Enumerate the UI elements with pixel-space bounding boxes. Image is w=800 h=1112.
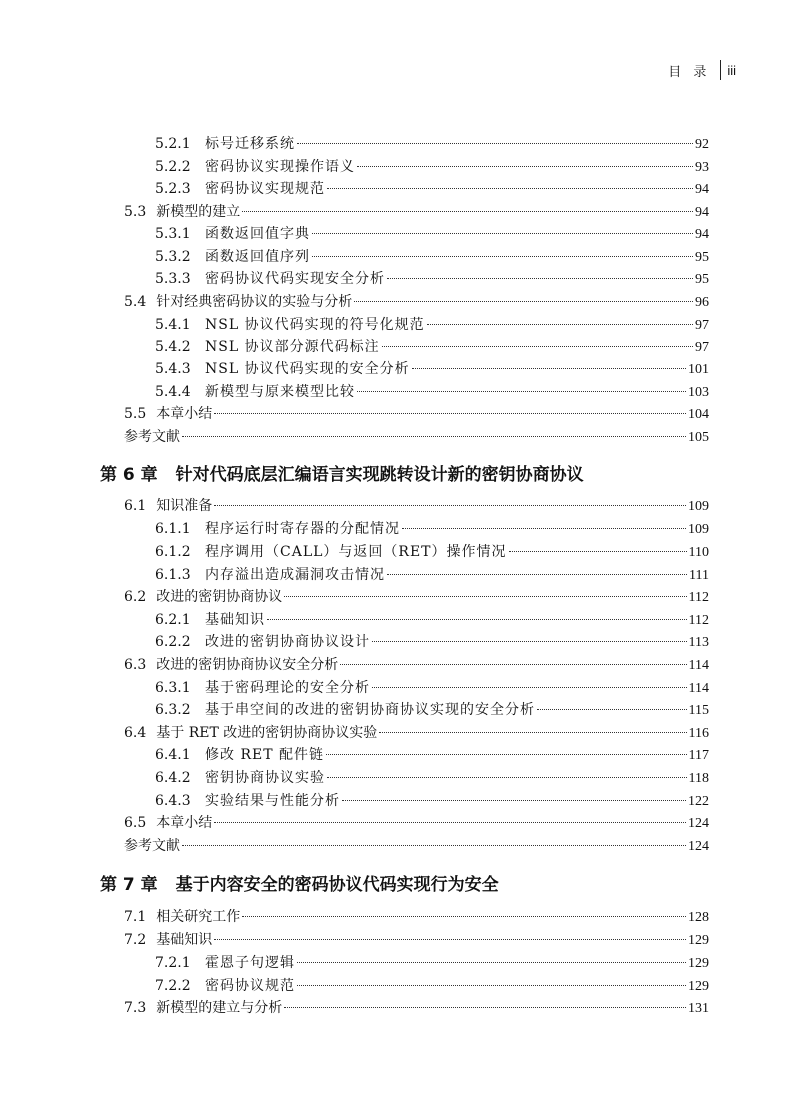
entry-number: 6.1.2 <box>155 544 191 560</box>
header-page-number: iii <box>727 62 736 78</box>
subsection-entry[interactable] <box>155 158 709 177</box>
entry-number: 6.1.3 <box>155 567 191 583</box>
subsection-entry[interactable] <box>155 611 709 630</box>
subsection-entry[interactable] <box>155 769 709 788</box>
entry-page-number: 97 <box>695 340 709 355</box>
dot-leader <box>342 800 686 801</box>
entry-page-number: 109 <box>688 522 709 537</box>
entry-title: NSL 协议代码实现的符号化规范 <box>205 317 425 333</box>
entry-page-number: 115 <box>688 703 709 718</box>
entry-page-number: 94 <box>695 205 709 220</box>
dot-leader <box>354 301 693 302</box>
entry-number: 6.5 <box>124 815 147 831</box>
section-entry[interactable] <box>124 908 709 927</box>
entry-page-number: 93 <box>695 160 709 175</box>
entry-page-number: 95 <box>695 250 709 265</box>
entry-page-number: 96 <box>695 295 709 310</box>
entry-title: 基础知识 <box>205 612 265 628</box>
entry-title: 本章小结 <box>156 406 213 422</box>
dot-leader <box>357 391 686 392</box>
dot-leader <box>182 845 686 846</box>
subsection-entry[interactable] <box>155 633 709 652</box>
dot-leader <box>284 596 686 597</box>
entry-page-number: 129 <box>688 979 709 994</box>
dot-leader <box>297 143 693 144</box>
dot-leader <box>382 346 693 347</box>
entry-number: 6.3 <box>124 657 147 673</box>
entry-title: 密钥协商协议实验 <box>205 770 325 786</box>
entry-page-number: 118 <box>688 771 709 786</box>
entry-title: 新模型的建立 <box>156 204 241 220</box>
entry-title: 新模型与原来模型比较 <box>205 384 355 400</box>
dot-leader <box>427 324 693 325</box>
entry-number: 6.2.2 <box>155 634 191 650</box>
entry-number: 5.3 <box>124 204 147 220</box>
entry-page-number: 95 <box>695 272 709 287</box>
entry-page-number: 124 <box>688 839 709 854</box>
dot-leader <box>340 664 686 665</box>
entry-title: 参考文献 <box>124 429 180 445</box>
entry-number: 5.3.2 <box>155 249 191 265</box>
dot-leader <box>182 436 686 437</box>
dot-leader <box>509 551 687 552</box>
entry-title: 知识准备 <box>156 498 213 514</box>
entry-title: 实验结果与性能分析 <box>205 793 340 809</box>
subsection-entry[interactable] <box>155 135 709 154</box>
entry-number: 5.4.1 <box>155 317 191 333</box>
dot-leader <box>297 985 686 986</box>
entry-page-number: 109 <box>688 499 709 514</box>
dot-leader <box>327 777 687 778</box>
chapter-number: 第 7 章 <box>100 875 158 895</box>
entry-number: 6.4 <box>124 725 147 741</box>
dot-leader <box>412 368 686 369</box>
entry-page-number: 117 <box>688 748 709 763</box>
entry-number: 7.1 <box>124 909 147 925</box>
section-entry[interactable] <box>124 931 709 950</box>
subsection-entry[interactable] <box>155 180 709 199</box>
entry-number: 6.2.1 <box>155 612 191 628</box>
dot-leader <box>372 687 687 688</box>
entry-page-number: 103 <box>688 385 709 400</box>
entry-title: 改进的密钥协商协议安全分析 <box>156 657 339 673</box>
entry-title: NSL 协议代码实现的安全分析 <box>205 361 410 377</box>
dot-leader <box>284 1007 686 1008</box>
dot-leader <box>357 166 693 167</box>
subsection-entry[interactable] <box>155 746 709 765</box>
entry-number: 7.2 <box>124 932 147 948</box>
header-title: 目 录 <box>668 64 711 80</box>
subsection-entry[interactable] <box>155 383 709 402</box>
section-entry[interactable] <box>124 656 709 675</box>
entry-page-number: 116 <box>688 726 709 741</box>
entry-title: 基础知识 <box>156 932 213 948</box>
dot-leader <box>372 641 687 642</box>
entry-title: 标号迁移系统 <box>205 136 295 152</box>
chapter-number: 第 6 章 <box>100 465 158 485</box>
entry-page-number: 94 <box>695 227 709 242</box>
dot-leader <box>214 505 686 506</box>
entry-title: 本章小结 <box>156 815 213 831</box>
entry-title: 程序调用（CALL）与返回（RET）操作情况 <box>205 544 507 560</box>
entry-title: NSL 协议部分源代码标注 <box>205 339 380 355</box>
dot-leader <box>312 233 693 234</box>
entry-page-number: 124 <box>688 816 709 831</box>
section-entry[interactable] <box>124 203 709 222</box>
entry-page-number: 97 <box>695 318 709 333</box>
entry-title: 密码协议实现操作语义 <box>205 159 355 175</box>
section-entry[interactable] <box>124 497 709 516</box>
entry-number: 6.3.1 <box>155 680 191 696</box>
entry-page-number: 129 <box>688 956 709 971</box>
running-header <box>668 60 736 80</box>
dot-leader <box>214 939 686 940</box>
subsection-entry[interactable] <box>155 338 709 357</box>
dot-leader <box>267 619 687 620</box>
entry-number: 5.4.2 <box>155 339 191 355</box>
references-entry[interactable] <box>124 428 709 447</box>
entry-title: 基于密码理论的安全分析 <box>205 680 370 696</box>
entry-title: 程序运行时寄存器的分配情况 <box>205 521 400 537</box>
entry-page-number: 111 <box>689 568 709 583</box>
entry-title: 新模型的建立与分析 <box>156 1000 283 1016</box>
entry-number: 5.2.1 <box>155 136 191 152</box>
entry-title: 密码协议实现规范 <box>205 181 325 197</box>
section-entry[interactable] <box>124 999 709 1018</box>
dot-leader <box>537 709 687 710</box>
entry-title: 函数返回值字典 <box>205 226 310 242</box>
section-entry[interactable] <box>124 405 709 424</box>
entry-number: 7.3 <box>124 1000 147 1016</box>
subsection-entry[interactable] <box>155 543 709 562</box>
dot-leader <box>379 732 686 733</box>
entry-title: 相关研究工作 <box>156 909 241 925</box>
dot-leader <box>327 188 693 189</box>
entry-page-number: 104 <box>688 407 709 422</box>
dot-leader <box>214 822 686 823</box>
subsection-entry[interactable] <box>155 566 709 585</box>
entry-page-number: 101 <box>688 362 709 377</box>
entry-title: 基于 RET 改进的密钥协商协议实验 <box>156 725 378 741</box>
entry-page-number: 113 <box>688 635 709 650</box>
entry-title: 霍恩子句逻辑 <box>205 955 295 971</box>
entry-page-number: 128 <box>688 910 709 925</box>
dot-leader <box>214 413 686 414</box>
entry-page-number: 112 <box>688 613 709 628</box>
section-entry[interactable] <box>124 724 709 743</box>
subsection-entry[interactable] <box>155 316 709 335</box>
dot-leader <box>387 278 693 279</box>
subsection-entry[interactable] <box>155 520 709 539</box>
entry-page-number: 114 <box>688 658 709 673</box>
entry-number: 6.4.1 <box>155 747 191 763</box>
entry-number: 6.1.1 <box>155 521 191 537</box>
entry-title: 参考文献 <box>124 838 180 854</box>
entry-number: 5.5 <box>124 406 147 422</box>
dot-leader <box>312 256 693 257</box>
entry-number: 5.2.2 <box>155 159 191 175</box>
entry-title: 密码协议规范 <box>205 978 295 994</box>
entry-page-number: 110 <box>688 545 709 560</box>
entry-title: 修改 RET 配件链 <box>205 747 324 763</box>
subsection-entry[interactable] <box>155 270 709 289</box>
dot-leader <box>242 211 693 212</box>
entry-page-number: 129 <box>688 933 709 948</box>
subsection-entry[interactable] <box>155 792 709 811</box>
entry-number: 7.2.1 <box>155 955 191 971</box>
dot-leader <box>297 962 686 963</box>
entry-number: 5.3.3 <box>155 271 191 287</box>
entry-page-number: 112 <box>688 590 709 605</box>
chapter-heading <box>100 870 499 895</box>
subsection-entry[interactable] <box>155 248 709 267</box>
entry-title: 内存溢出造成漏洞攻击情况 <box>205 567 385 583</box>
entry-title: 函数返回值序列 <box>205 249 310 265</box>
entry-number: 5.3.1 <box>155 226 191 242</box>
entry-page-number: 92 <box>695 137 709 152</box>
entry-title: 改进的密钥协商协议 <box>156 589 283 605</box>
entry-title: 密码协议代码实现安全分析 <box>205 271 385 287</box>
chapter-title: 基于内容安全的密码协议代码实现行为安全 <box>175 875 499 895</box>
subsection-entry[interactable] <box>155 954 709 973</box>
dot-leader <box>326 754 687 755</box>
references-entry[interactable] <box>124 837 709 856</box>
entry-page-number: 114 <box>688 681 709 696</box>
entry-title: 改进的密钥协商协议设计 <box>205 634 370 650</box>
entry-number: 5.4.4 <box>155 384 191 400</box>
entry-page-number: 94 <box>695 182 709 197</box>
entry-number: 6.2 <box>124 589 147 605</box>
subsection-entry[interactable] <box>155 977 709 996</box>
entry-number: 5.2.3 <box>155 181 191 197</box>
entry-page-number: 131 <box>688 1001 709 1016</box>
entry-number: 6.4.3 <box>155 793 191 809</box>
dot-leader <box>402 528 686 529</box>
dot-leader <box>387 574 687 575</box>
section-entry[interactable] <box>124 814 709 833</box>
subsection-entry[interactable] <box>155 701 709 720</box>
subsection-entry[interactable] <box>155 679 709 698</box>
entry-title: 基于串空间的改进的密钥协商协议实现的安全分析 <box>205 702 535 718</box>
entry-title: 针对经典密码协议的实验与分析 <box>156 294 353 310</box>
entry-number: 5.4.3 <box>155 361 191 377</box>
subsection-entry[interactable] <box>155 360 709 379</box>
section-entry[interactable] <box>124 588 709 607</box>
section-entry[interactable] <box>124 293 709 312</box>
entry-number: 6.3.2 <box>155 702 191 718</box>
entry-page-number: 122 <box>688 794 709 809</box>
chapter-heading <box>100 460 584 485</box>
chapter-title: 针对代码底层汇编语言实现跳转设计新的密钥协商协议 <box>175 465 584 485</box>
entry-number: 6.4.2 <box>155 770 191 786</box>
dot-leader <box>242 916 686 917</box>
header-divider <box>720 60 721 80</box>
entry-number: 6.1 <box>124 498 147 514</box>
entry-page-number: 105 <box>688 430 709 445</box>
subsection-entry[interactable] <box>155 225 709 244</box>
entry-number: 5.4 <box>124 294 147 310</box>
entry-number: 7.2.2 <box>155 978 191 994</box>
